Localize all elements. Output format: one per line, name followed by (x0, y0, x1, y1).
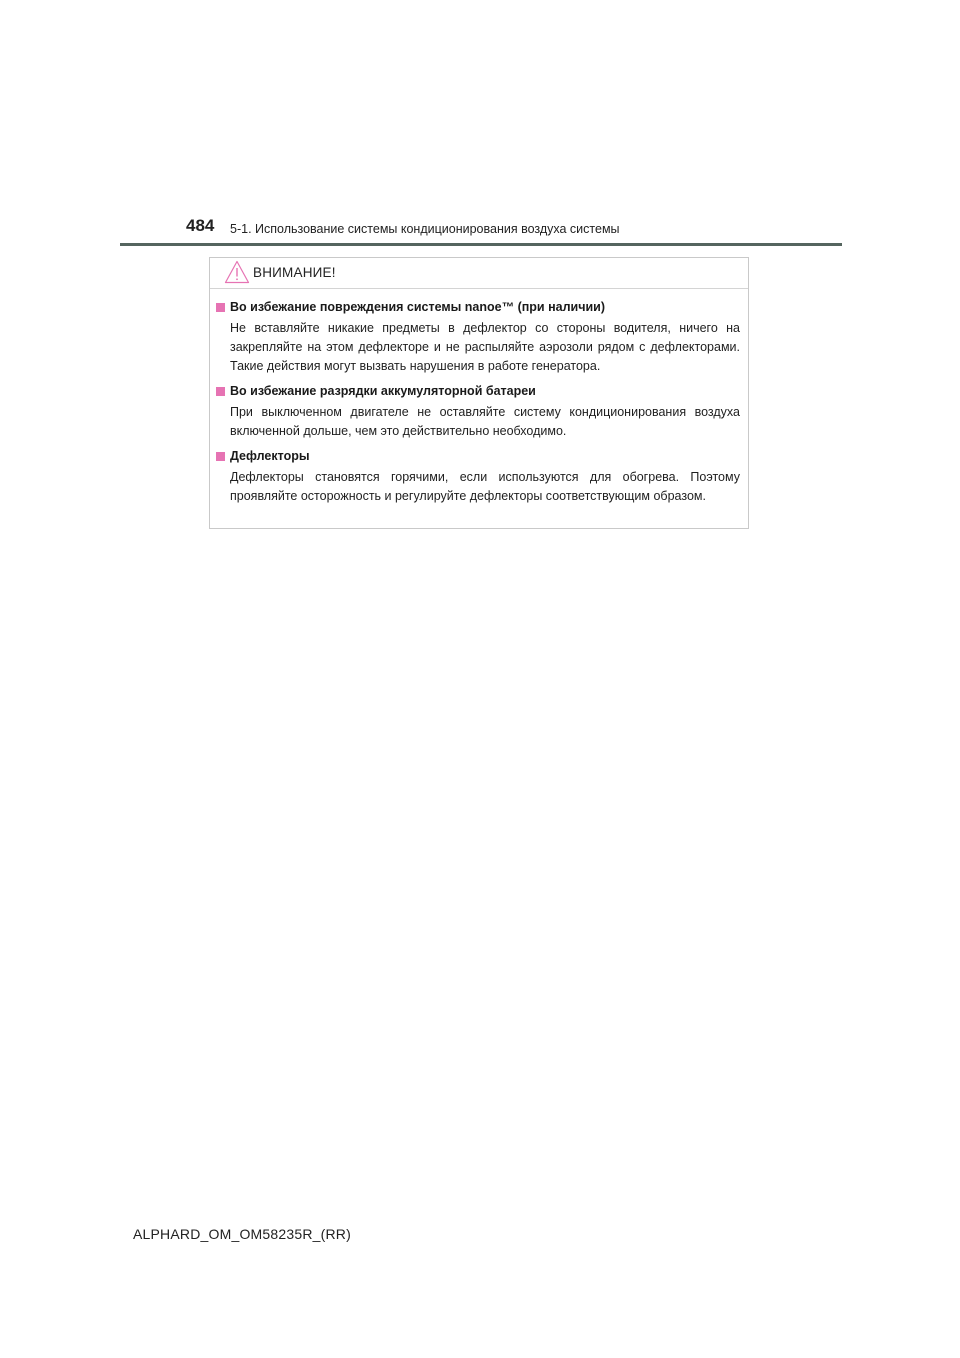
header-rule (120, 243, 842, 246)
page-number: 484 (186, 216, 215, 235)
caution-item-heading (216, 298, 740, 316)
caution-box (209, 257, 749, 529)
caution-item-heading-text: Дефлекторы (230, 449, 310, 463)
caution-item-text: Дефлекторы становятся горячими, если используются для обогрева. Поэтому проявляйте осторожность и регулируйте дефлекторы соответствующим образом. (230, 470, 740, 503)
caution-body (210, 289, 748, 506)
caution-header (210, 258, 748, 289)
caution-item-heading (216, 382, 740, 400)
section-title: 5-1. Использование системы кондиционирования воздуха системы (230, 222, 620, 236)
caution-item-text: При выключенном двигателе не оставляйте систему кондиционирования воздуха включенной дольше, чем это действительно необходимо. (230, 405, 740, 438)
caution-item-heading-text: Во избежание повреждения системы nanoe™ (при наличии) (230, 300, 605, 314)
caution-item-text: Не вставляйте никакие предметы в дефлектор со стороны водителя, ничего на закрепляйте на этом дефлекторе и не распыляйте аэрозоли рядом с дефлекторами. Такие действия могут вызвать нарушения в работе генератора. (230, 321, 740, 373)
square-bullet-icon (216, 387, 225, 396)
square-bullet-icon (216, 303, 225, 312)
warning-icon (224, 260, 250, 284)
caution-item-heading (216, 447, 740, 465)
caution-title: ВНИМАНИЕ! (253, 265, 336, 280)
square-bullet-icon (216, 452, 225, 461)
caution-item-heading-text: Во избежание разрядки аккумуляторной батареи (230, 384, 536, 398)
footer-document-code: ALPHARD_OM_OM58235R_(RR) (133, 1226, 351, 1242)
